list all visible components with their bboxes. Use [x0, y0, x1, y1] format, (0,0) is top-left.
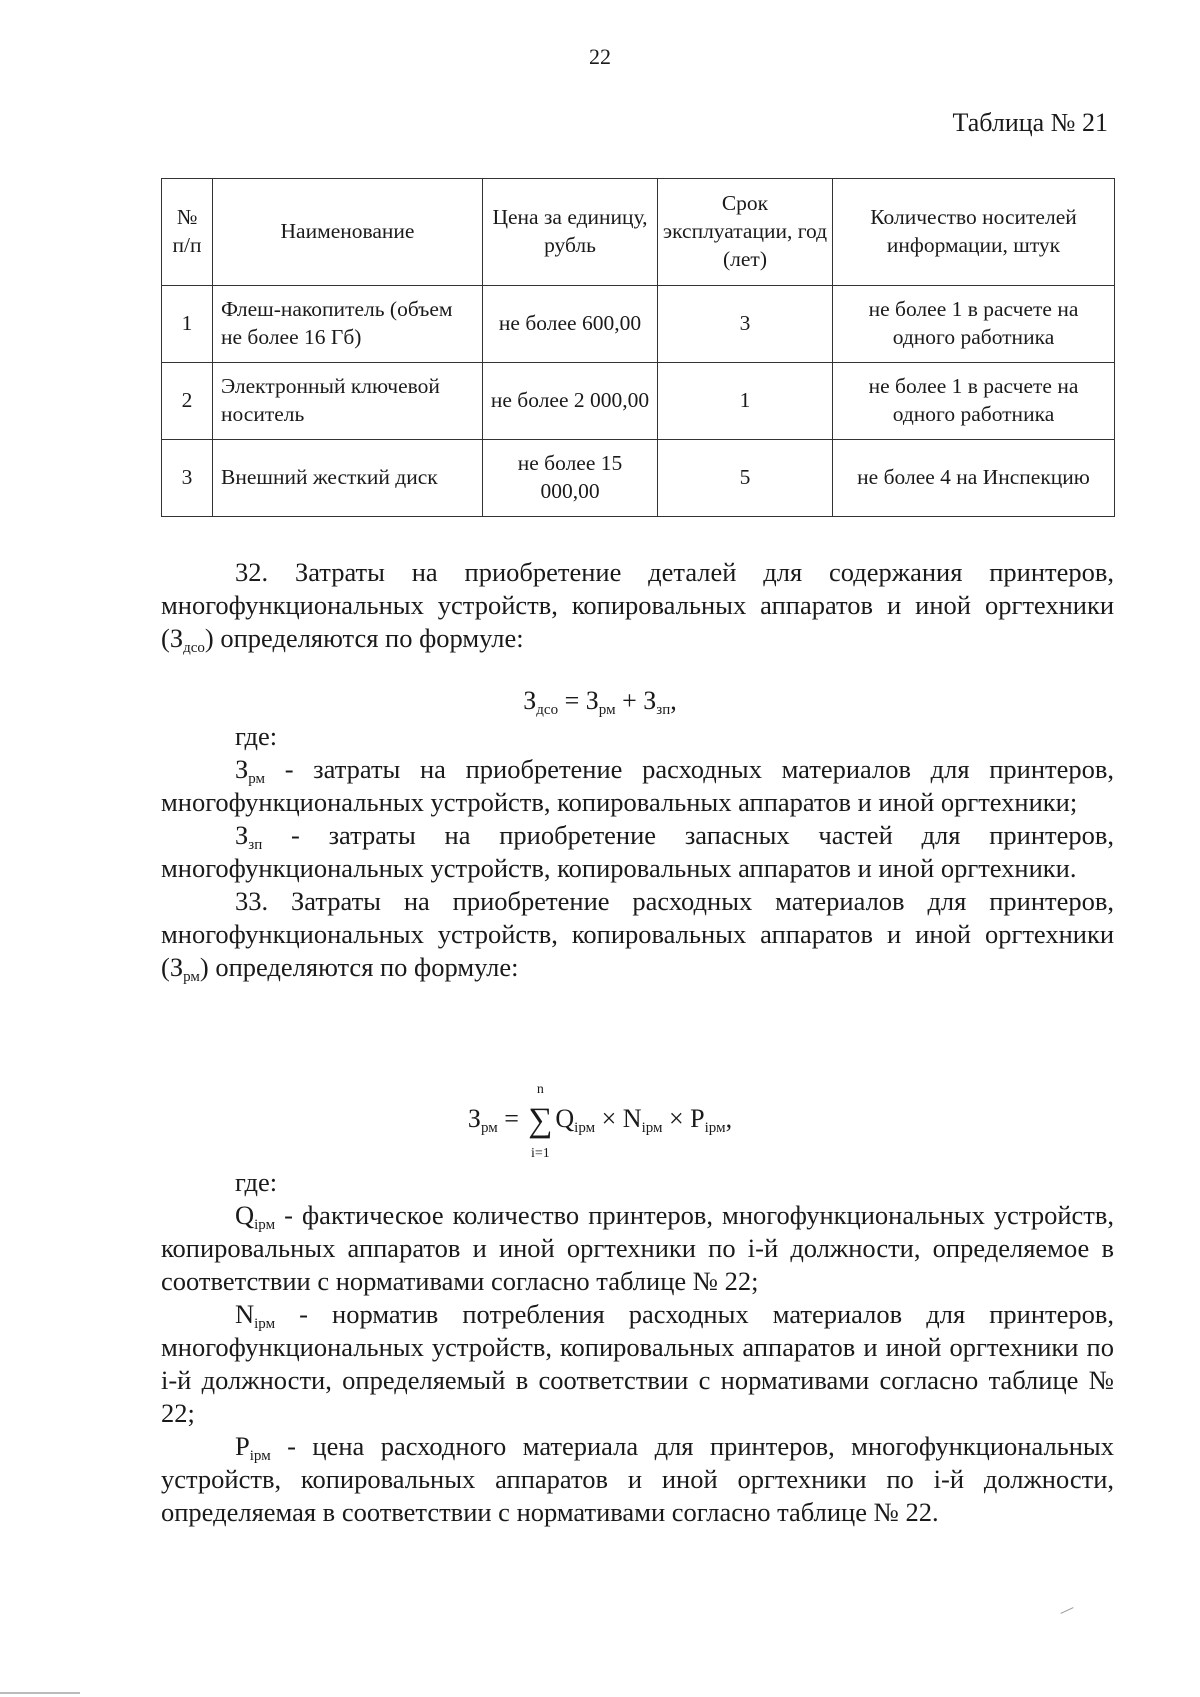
table-row — [162, 440, 1115, 517]
table-title: Таблица № 21 — [952, 108, 1108, 137]
def-subscript: зп — [248, 837, 263, 853]
formula-operator: = — [558, 686, 586, 715]
sum-operator — [525, 1082, 555, 1161]
where-label: где: — [235, 1167, 278, 1197]
header-num: № п/п — [162, 179, 213, 286]
def-text: - затраты на приобретение запасных частей для принтеров, многофункциональных устройств, копировальных аппаратов и иной оргтехники. — [161, 820, 1114, 883]
header-quantity: Количество носителей информации, штук — [833, 179, 1115, 286]
cell-name: Электронный ключевой носитель — [213, 363, 483, 440]
cell-num: 3 — [162, 440, 213, 517]
cell-quantity: не более 4 на Инспекцию — [833, 440, 1115, 517]
def-symbol: Q — [235, 1200, 255, 1230]
definitions-block-2 — [161, 1166, 1114, 1529]
definition-q — [161, 1199, 1114, 1298]
cell-name: Флеш-накопитель (объем не более 16 Гб) — [213, 286, 483, 363]
cell-name: Внешний жесткий диск — [213, 440, 483, 517]
norms-table — [161, 178, 1115, 517]
def-symbol: З — [235, 754, 249, 784]
definition-p — [161, 1430, 1114, 1529]
paragraph-33 — [161, 885, 1114, 984]
sigma-icon: ∑ — [528, 1102, 553, 1139]
sum-lower-limit: i=1 — [530, 1146, 550, 1161]
table-row — [162, 286, 1115, 363]
formula-operator: × — [662, 1103, 691, 1133]
formula-operator: × — [595, 1103, 623, 1133]
formula-subscript: зп — [656, 702, 671, 718]
def-text: - цена расходного материала для принтеров, многофункциональных устройств, копировальных аппаратов и иной оргтехники по i-й должности, определяемая в соответствии с нормативами согласно таблице № 22. — [161, 1431, 1114, 1527]
def-text: - затраты на приобретение расходных материалов для принтеров, многофункциональных устройств, копировальных аппаратов и иной оргтехники; — [161, 754, 1114, 817]
paragraph-32 — [161, 556, 1114, 655]
formula-symbol: З — [585, 686, 599, 715]
cell-price: не более 15 000,00 — [483, 440, 658, 517]
definitions-block-1 — [161, 720, 1114, 984]
p32-text-end: ) определяются по формуле: — [204, 623, 524, 653]
p32-text-start: 32. Затраты на приобретение деталей для содержания принтеров, многофункциональных устройств, копировальных аппаратов и иной оргтехники (З — [161, 557, 1114, 653]
scan-artifact — [1060, 1607, 1073, 1614]
formula-subscript: iрм — [574, 1119, 596, 1136]
header-term: Срок эксплуатации, год (лет) — [658, 179, 833, 286]
formula-zrm — [0, 1082, 1200, 1161]
def-symbol: N — [235, 1299, 255, 1329]
cell-term: 5 — [658, 440, 833, 517]
formula-symbol: N — [622, 1103, 642, 1133]
formula-symbol: З — [643, 686, 657, 715]
formula-symbol: З — [523, 686, 537, 715]
page-number: 22 — [589, 44, 611, 69]
definition-zrm — [161, 753, 1114, 819]
formula-symbol: P — [690, 1103, 705, 1133]
p33-text-start: 33. Затраты на приобретение расходных материалов для принтеров, многофункциональных устройств, копировальных аппаратов и иной оргтехники (З — [161, 886, 1114, 982]
formula-subscript: дсо — [536, 702, 559, 718]
cell-quantity: не более 1 в расчете на одного работника — [833, 286, 1115, 363]
formula-operator: + — [615, 686, 644, 715]
definition-n — [161, 1298, 1114, 1430]
cell-num: 2 — [162, 363, 213, 440]
cell-term: 3 — [658, 286, 833, 363]
table-header-row — [162, 179, 1115, 286]
formula-subscript: iрм — [641, 1119, 663, 1136]
def-subscript: iрм — [254, 1316, 276, 1332]
cell-term: 1 — [658, 363, 833, 440]
cell-price: не более 600,00 — [483, 286, 658, 363]
formula-symbol: З — [467, 1103, 481, 1133]
table-row — [162, 363, 1115, 440]
def-subscript: iрм — [254, 1217, 276, 1233]
formula-subscript: рм — [480, 1119, 498, 1136]
def-symbol: P — [235, 1431, 250, 1461]
header-name: Наименование — [213, 179, 483, 286]
cell-price: не более 2 000,00 — [483, 363, 658, 440]
formula-punct: , — [725, 1103, 733, 1133]
p32-subscript: дсо — [183, 640, 205, 656]
formula-operator: = — [497, 1103, 526, 1133]
where-label: где: — [235, 721, 278, 751]
def-symbol: З — [235, 820, 249, 850]
definition-zzp — [161, 819, 1114, 885]
formula-subscript: рм — [598, 702, 616, 718]
def-subscript: iрм — [249, 1448, 271, 1464]
formula-zdso — [0, 686, 1200, 716]
p33-text-end: ) определяются по формуле: — [199, 952, 519, 982]
def-text: - норматив потребления расходных материалов для принтеров, многофункциональных устройств, копировальных аппаратов и иной оргтехники по i-й должности, определяемый в соответствии с нормативами согласно таблице № 22; — [161, 1299, 1114, 1428]
def-text: - фактическое количество принтеров, многофункциональных устройств, копировальных аппаратов и иной оргтехники по i-й должности, определяемое в соответствии с нормативами согласно таблице № 22; — [161, 1200, 1114, 1296]
formula-subscript: iрм — [704, 1119, 726, 1136]
cell-num: 1 — [162, 286, 213, 363]
formula-punct: , — [670, 686, 677, 715]
p33-subscript: рм — [183, 969, 200, 985]
header-price: Цена за единицу, рубль — [483, 179, 658, 286]
def-subscript: рм — [248, 771, 266, 787]
sum-upper-limit: n — [536, 1082, 544, 1097]
formula-symbol: Q — [555, 1103, 575, 1133]
scan-artifact — [0, 1692, 80, 1694]
cell-quantity: не более 1 в расчете на одного работника — [833, 363, 1115, 440]
